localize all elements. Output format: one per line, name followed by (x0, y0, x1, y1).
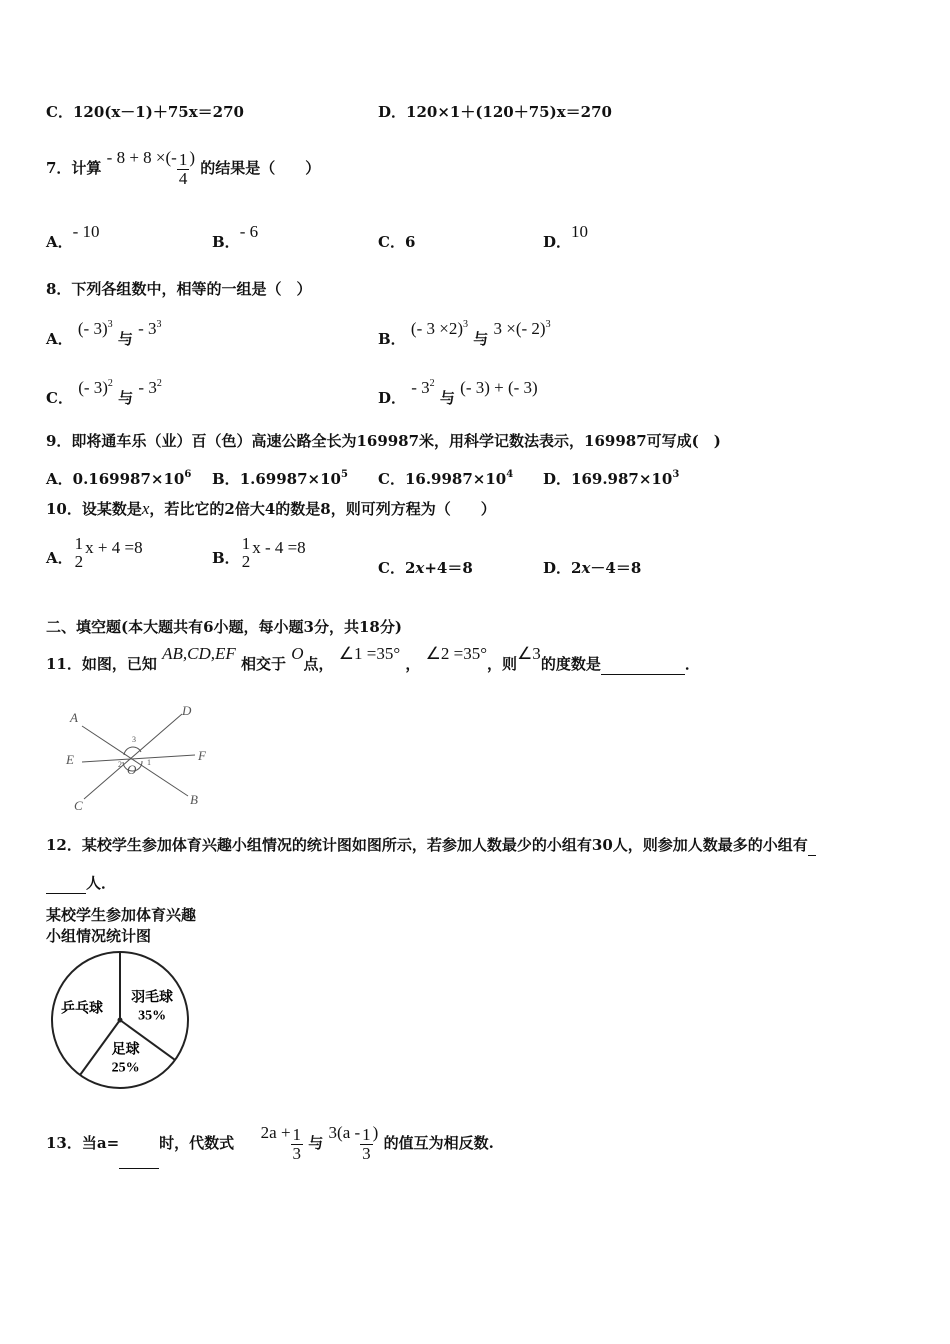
q7-option-a (46, 222, 100, 252)
option-label: A． (46, 470, 73, 488)
q13-with: 与 (308, 1134, 324, 1152)
exponent: 3 (545, 319, 551, 330)
q9-option-b (212, 465, 348, 489)
option-exponent: 3 (672, 469, 680, 480)
q8-option-a (46, 319, 162, 349)
q11-point: O (291, 644, 304, 663)
q8b-left (411, 319, 468, 338)
base: (- 3 ×2) (410, 319, 463, 338)
option-value: 10 (571, 222, 589, 241)
option-label: D． (543, 470, 572, 488)
option-label: D． (543, 233, 572, 251)
q10-stem-a: 10．设某数是 (46, 500, 142, 518)
q10-option-a (46, 536, 143, 580)
q10d-b: －4＝8 (590, 559, 642, 577)
q9-option-d (543, 465, 679, 489)
q12-stem (46, 835, 816, 856)
q7-frac-num: 1 (178, 149, 188, 169)
chart-title-line2: 小组情况统计图 (46, 927, 152, 945)
q8c-right (138, 378, 161, 397)
q10d-var: x (581, 559, 591, 577)
option-label: B． (212, 470, 240, 488)
option-label: C． (46, 103, 73, 121)
q8d-right: (- 3) + (- 3) (460, 378, 538, 397)
q7-expression: - 8 + 8 ×(- (106, 148, 177, 167)
q11-angle3: ∠3 (517, 644, 541, 663)
q10a-rest: x + 4 =8 (85, 538, 143, 557)
q10-stem-b: ，若比它的2倍大4的数是8，则可列方程为（ ） (149, 500, 496, 518)
q9-option-c (378, 465, 513, 489)
exponent: 2 (156, 378, 162, 389)
base: 3 ×(- 2) (493, 319, 546, 338)
option-exponent: 5 (340, 469, 348, 480)
q11-suffix: 的度数是 (540, 655, 601, 673)
q12-end: 人． (86, 874, 117, 892)
pie-slice-name: 羽毛球 (131, 990, 174, 1006)
q8-option-b (378, 319, 551, 349)
q10b-fraction (240, 535, 253, 571)
q10c-b: +4＝8 (424, 559, 473, 577)
q12-line2 (46, 873, 116, 894)
label-a: A (70, 710, 78, 725)
q11-mid2: 点， (303, 655, 334, 673)
exponent: 2 (107, 378, 113, 389)
label-angle-2: 2 (118, 760, 122, 769)
intersecting-lines-figure (60, 700, 230, 815)
q13-expr2: 3(a - (328, 1123, 361, 1142)
answer-blank-start[interactable] (808, 835, 816, 856)
option-label: B． (378, 330, 406, 348)
frac-den: 2 (74, 552, 84, 571)
q7-option-d (543, 222, 589, 252)
base: - 3 (411, 378, 430, 397)
frac-den: 2 (241, 552, 251, 571)
label-d: D (182, 703, 192, 718)
line-ef (82, 755, 195, 762)
label-c: C (74, 798, 83, 813)
q10-var: x (141, 499, 150, 518)
q10-option-b (212, 536, 306, 580)
q8c-left (78, 378, 113, 397)
q11-mid1: 相交于 (241, 655, 287, 673)
q13-prefix: 13．当a= (46, 1134, 120, 1152)
q10a-fraction (73, 535, 86, 571)
frac-num: 1 (241, 534, 251, 553)
q10-stem (46, 499, 496, 519)
pie-slice-percent: 25% (111, 1060, 140, 1076)
q11-angle1: ∠1 =35° (338, 644, 401, 663)
q10d-a: 2 (571, 559, 582, 577)
option-base: 0.169987×10 (72, 470, 185, 488)
q11-lines: AB,CD,EF (162, 644, 236, 663)
connector: 与 (118, 389, 134, 407)
q8a-left (78, 319, 113, 338)
q7-suffix: 的结果是（ ） (200, 159, 321, 177)
q13-mid: 时，代数式 (159, 1134, 235, 1152)
q8-stem: 8．下列各组数中，相等的一组是（ ） (46, 280, 312, 298)
option-base: 169.987×10 (571, 470, 673, 488)
option-label: C． (46, 389, 73, 407)
pie-chart (45, 947, 195, 1089)
frac-den: 3 (292, 1143, 302, 1163)
q10-option-c (378, 558, 473, 578)
q11-stem (46, 644, 700, 675)
q13-suffix: 的值互为相反数. (383, 1134, 494, 1152)
q8a-right (138, 319, 161, 338)
option-label: C． (378, 470, 405, 488)
q9-option-a (46, 465, 191, 489)
frac-num: 1 (292, 1124, 302, 1144)
q13-expr2-close: ) (372, 1123, 379, 1142)
q11-end: ． (684, 655, 700, 673)
chart-title-line1: 某校学生参加体育兴趣 (46, 906, 197, 924)
answer-blank[interactable] (46, 873, 86, 894)
q8d-left (411, 378, 434, 397)
frac-num: 1 (74, 534, 84, 553)
angle-arc (124, 747, 141, 755)
q7-frac-den: 4 (178, 168, 188, 188)
option-value: 6 (404, 233, 416, 251)
connector: 与 (439, 389, 455, 407)
label-o: O (127, 762, 137, 777)
option-label: B． (212, 549, 240, 567)
exponent: 2 (429, 378, 435, 389)
option-text: 120(x－1)＋75x＝270 (72, 103, 244, 121)
q13-frac2 (360, 1126, 373, 1163)
option-text: 120×1＋(120＋75)x＝270 (406, 103, 612, 121)
option-label: A． (46, 549, 73, 567)
option-label: C． (378, 233, 405, 251)
option-label: B． (212, 233, 240, 251)
label-angle-1: 1 (147, 758, 151, 767)
option-label: C． (378, 559, 405, 577)
q7-expression-close: ) (189, 148, 196, 167)
q11-angle2: ∠2 =35° (425, 644, 488, 663)
option-exponent: 6 (184, 469, 192, 480)
q10b-rest: x - 4 =8 (252, 538, 306, 557)
q7-prefix: 7．计算 (46, 159, 102, 177)
pie-slice-name: 乒乓球 (60, 1001, 103, 1017)
q8b-right (493, 319, 550, 338)
q7-option-b (212, 222, 259, 252)
option-base: 16.9987×10 (404, 470, 507, 488)
label-f: F (198, 748, 206, 763)
option-label: D． (543, 559, 572, 577)
option-base: 1.69987×10 (239, 470, 341, 488)
connector: 与 (117, 330, 133, 348)
answer-blank[interactable] (119, 1118, 159, 1169)
pie-slice-percent: 35% (138, 1008, 167, 1024)
section-title: 二、填空题(本大题共有6小题，每小题3分，共18分) (46, 618, 402, 636)
label-e: E (66, 752, 74, 767)
q9-stem: 9．即将通车乐（业）百（色）高速公路全长为169987米，用科学记数法表示，169987可写成( ) (46, 432, 721, 450)
q13-stem (46, 1118, 494, 1169)
q11-sep: ， (405, 655, 421, 673)
option-exponent: 4 (506, 469, 514, 480)
q10c-a: 2 (404, 559, 416, 577)
connector: 与 (473, 330, 489, 348)
exponent: 3 (107, 319, 113, 330)
q10c-var: x (415, 559, 425, 577)
option-label: D． (378, 103, 407, 121)
q6-option-d (378, 102, 612, 122)
base: (- 3) (77, 319, 108, 338)
q8-option-c (46, 378, 162, 408)
q7-fraction (177, 151, 190, 188)
option-label: A． (46, 233, 73, 251)
frac-num: 1 (362, 1124, 371, 1144)
q6-option-c (46, 102, 244, 122)
exponent: 3 (463, 319, 468, 330)
q7-stem (46, 141, 320, 195)
base: - 3 (138, 378, 157, 397)
answer-blank[interactable] (601, 654, 685, 675)
option-value: - 6 (239, 222, 259, 241)
base: - 3 (138, 319, 157, 338)
frac-den: 3 (362, 1143, 371, 1163)
exponent: 3 (156, 319, 162, 330)
pie-center (118, 1018, 123, 1023)
q12-line1: 12．某校学生参加体育兴趣小组情况的统计图如图所示，若参加人数最少的小组有30人，则参加人数最多的小组有 (46, 836, 808, 854)
option-label: A． (46, 330, 73, 348)
q13-frac1 (291, 1126, 304, 1163)
q10-option-d (543, 558, 641, 578)
q7-option-c (378, 232, 415, 252)
label-b: B (190, 792, 198, 807)
pie-slice-name: 足球 (111, 1042, 140, 1058)
label-angle-3: 3 (132, 735, 136, 744)
q11-prefix: 11．如图，已知 (46, 655, 157, 673)
option-label: D． (378, 389, 407, 407)
option-value: - 10 (72, 222, 100, 241)
q11-mid3: ，则 (487, 655, 518, 673)
base: (- 3) (78, 378, 108, 397)
q13-expr1: 2a + (260, 1123, 291, 1142)
q8-option-d (378, 378, 538, 408)
